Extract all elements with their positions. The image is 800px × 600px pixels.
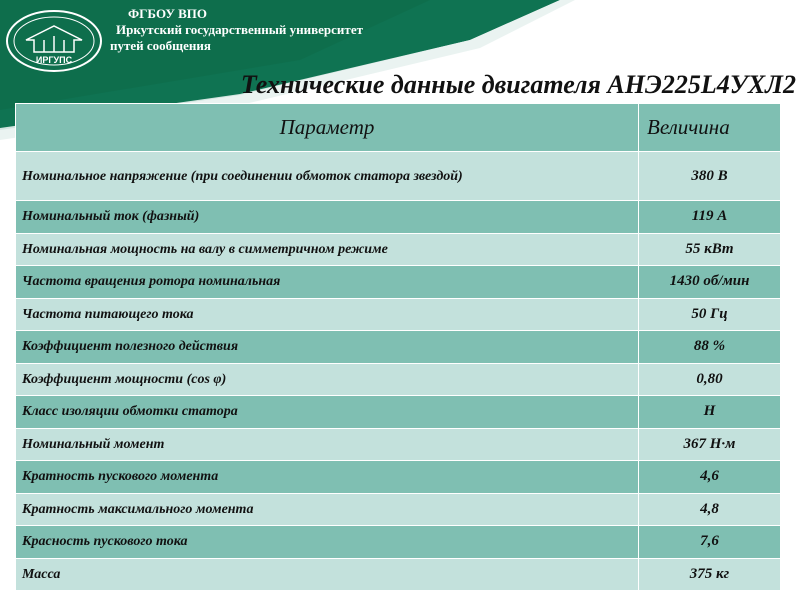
table-row (16, 331, 781, 364)
value-cell: 375 кг (639, 558, 781, 591)
value-cell: 0,80 (639, 363, 781, 396)
value-cell: 380 В (639, 152, 781, 201)
value-cell: 50 Гц (639, 298, 781, 331)
param-cell: Номинальная мощность на валу в симметричном режиме (16, 233, 639, 266)
table-row (16, 526, 781, 559)
table-row (16, 201, 781, 234)
value-cell: 119 А (639, 201, 781, 234)
table-row (16, 298, 781, 331)
org-line-2: Иркутский государственный университет (116, 22, 363, 37)
table-row (16, 363, 781, 396)
param-cell: Номинальное напряжение (при соединении обмоток статора звездой) (16, 152, 639, 201)
param-cell: Коэффициент мощности (cos φ) (16, 363, 639, 396)
table-row (16, 152, 781, 201)
page-title: Технические данные двигателя АНЭ225L4УХЛ2 (240, 70, 796, 99)
spec-table (15, 103, 781, 591)
org-line-3: путей сообщения (110, 38, 211, 53)
value-cell: 7,6 (639, 526, 781, 559)
param-cell: Номинальный момент (16, 428, 639, 461)
header-value: Величина (639, 104, 781, 152)
value-cell: Н (639, 396, 781, 429)
param-cell: Красность пускового тока (16, 526, 639, 559)
param-cell: Частота питающего тока (16, 298, 639, 331)
param-cell: Кратность максимального момента (16, 493, 639, 526)
logo-text: ИРГУПС (35, 55, 73, 65)
table-row (16, 428, 781, 461)
value-cell: 4,8 (639, 493, 781, 526)
table-row (16, 266, 781, 299)
param-cell: Кратность пускового момента (16, 461, 639, 494)
organization-name (110, 6, 363, 54)
value-cell: 4,6 (639, 461, 781, 494)
org-line-1: ФГБОУ ВПО (128, 6, 208, 21)
value-cell: 55 кВт (639, 233, 781, 266)
value-cell: 88 % (639, 331, 781, 364)
param-cell: Коэффициент полезного действия (16, 331, 639, 364)
value-cell: 367 Н·м (639, 428, 781, 461)
param-cell: Номинальный ток (фазный) (16, 201, 639, 234)
header-param: Параметр (16, 104, 639, 152)
table-row (16, 493, 781, 526)
university-logo (4, 8, 104, 74)
param-cell: Класс изоляции обмотки статора (16, 396, 639, 429)
param-cell: Масса (16, 558, 639, 591)
table-row (16, 396, 781, 429)
value-cell: 1430 об/мин (639, 266, 781, 299)
table-row (16, 558, 781, 591)
table-row (16, 461, 781, 494)
table-row (16, 233, 781, 266)
param-cell: Частота вращения ротора номинальная (16, 266, 639, 299)
table-header-row (16, 104, 781, 152)
